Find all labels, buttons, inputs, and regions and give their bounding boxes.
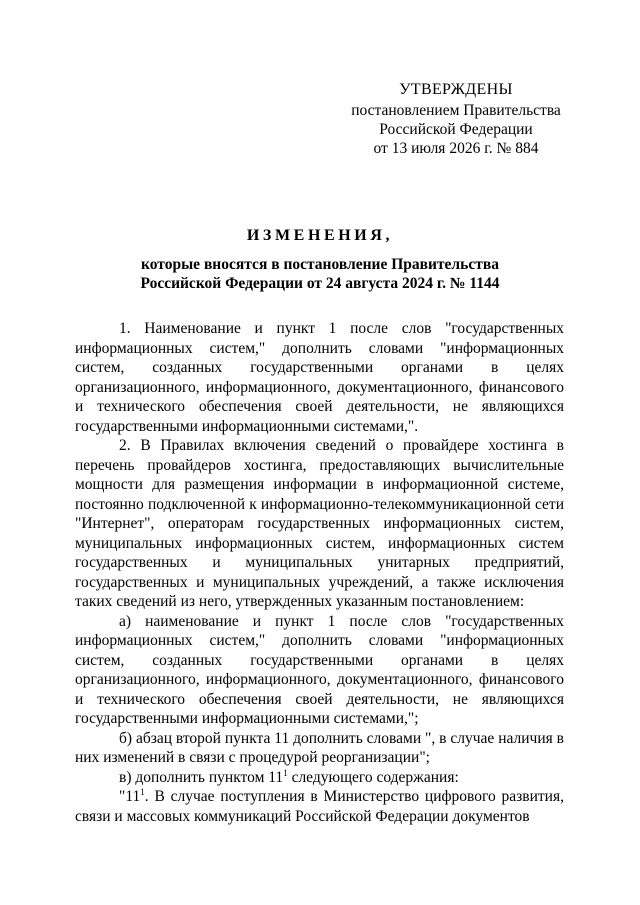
paragraph-v-superscript: 1 [283, 767, 288, 778]
document-body [75, 319, 564, 826]
paragraph-1: 1. Наименование и пункт 1 после слов "государственных информационных систем," дополнить словами "информационных систем, созданных государственными органами в целях организационного, информационного, документационного, финансового и технического обеспечения своей деятельности, не являющихся государственными информационными системами,". [75, 320, 564, 435]
paragraph-2: 2. В Правилах включения сведений о провайдере хостинга в перечень провайдеров хостинга, предоставляющих вычислительные мощности для размещения информации в информационной системе, постоянно подключенной к информационно-телекоммуникационной сети "Интернет", операторам государственных информационных систем, муниципальных информационных систем, информационных систем государственных и муниципальных унитарных предприятий, государственных и муниципальных учреждений, а также исключения таких сведений из него, утвержденных указанным постановлением: [75, 437, 564, 610]
paragraph-v-text-start: в) дополнить пунктом 11 [119, 768, 284, 786]
paragraph-b: б) абзац второй пункта 11 дополнить словами ", в случае наличия в них изменений в связи с процедурой реорганизации"; [75, 729, 564, 766]
heading-subtitle-1: которые вносятся в постановление Правительства [141, 256, 499, 273]
paragraph-v-text-end: следующего содержания: [287, 768, 459, 786]
approval-line-1: постановлением Правительства [351, 102, 561, 119]
approval-line-3: от 13 июля 2026 г. № 884 [373, 140, 539, 157]
paragraph-quote-superscript: 1 [140, 787, 145, 797]
paragraph-v [75, 768, 564, 788]
paragraph-quote [75, 787, 564, 826]
paragraph-quote-text-end: . В случае поступления в Министерство цифрового развития, связи и массовых коммуникаций Российской Федерации документов [75, 788, 564, 825]
heading-subtitle-2: Российской Федерации от 24 августа 2024 г. № 1144 [140, 275, 500, 292]
heading-title: ИЗМЕНЕНИЯ, [246, 227, 394, 244]
approval-line-2: Российской Федерации [379, 121, 533, 138]
paragraph-a: а) наименование и пункт 1 после слов "государственных информационных систем," дополнить словами "информационных систем, созданных государственными органами в целях организационного, информационного, документационного, финансового и технического обеспечения своей деятельности, не являющихся государственными информационными системами,"; [75, 612, 564, 727]
paragraph-quote-text-start: "11 [119, 788, 141, 805]
approval-word: УТВЕРЖДЕНЫ [399, 81, 513, 98]
document-heading [0, 226, 640, 293]
approval-stamp [346, 80, 566, 158]
